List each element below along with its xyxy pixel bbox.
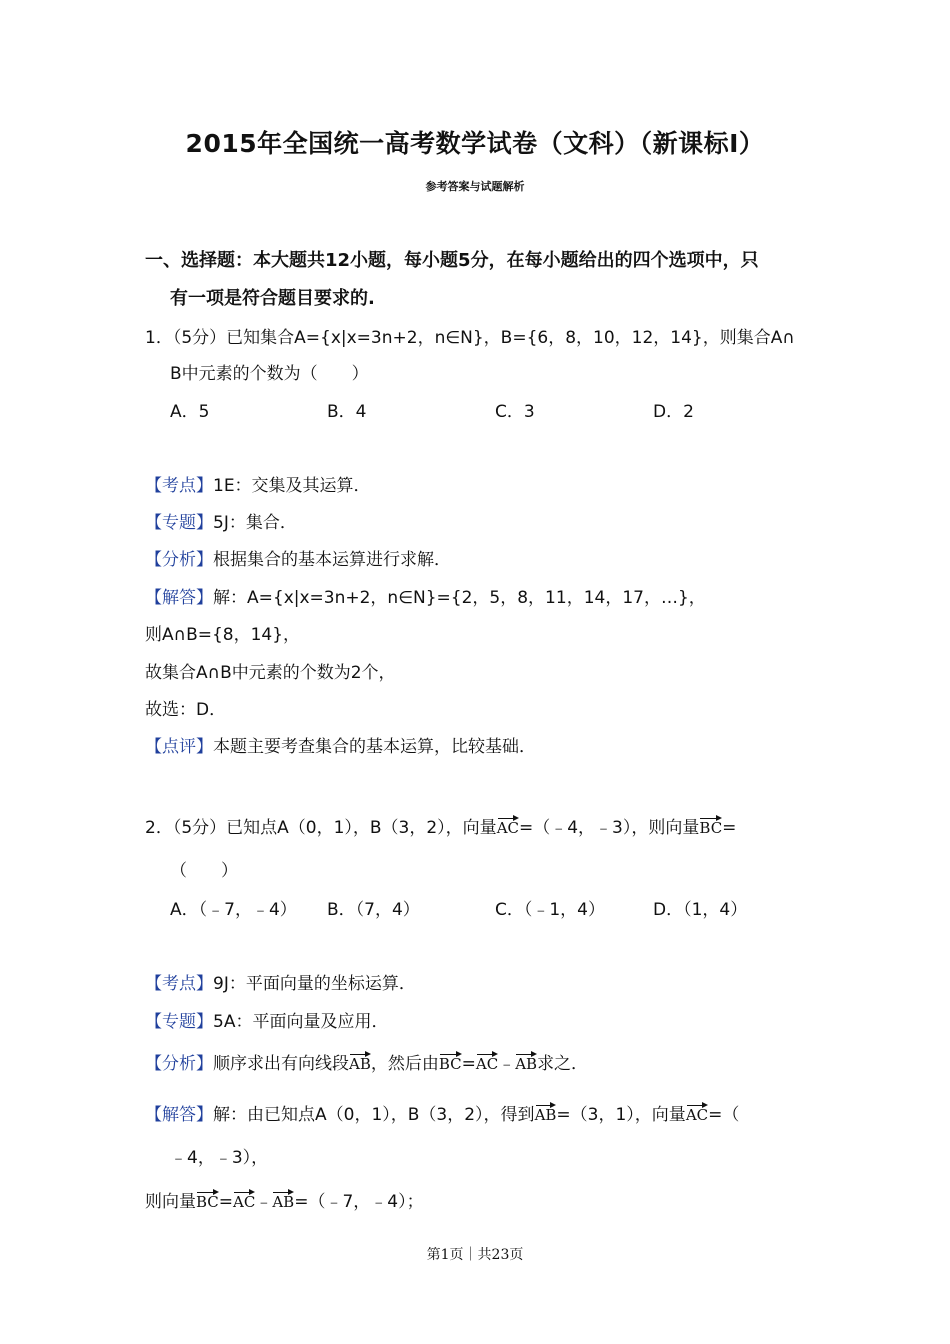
- q1-option-c: C．3: [495, 402, 535, 422]
- q1-zhuanti: [145, 508, 297, 533]
- q2-jieda3-part4: =（﹣7，﹣4）；: [294, 1192, 424, 1212]
- q1-jieda: [145, 583, 706, 608]
- q1-jieda-line3: 故集合A∩B中元素的个数为2个，: [145, 663, 396, 683]
- q1-option-a: A．5: [170, 402, 210, 422]
- vector-bc: BC: [196, 1193, 219, 1211]
- q1-kaodian: [145, 471, 371, 496]
- q1-option-b: B．4: [327, 402, 367, 422]
- q2-stem-part1: 2．（5分）已知点A（0，1），B（3，2），向量: [145, 818, 497, 838]
- q2-fenxi-part5: 求之．: [537, 1054, 589, 1074]
- zhuanti-tag: 【专题】: [145, 1012, 213, 1032]
- q2-stem-part3: =: [722, 818, 737, 838]
- q1-fenxi-text: 根据集合的基本运算进行求解．: [213, 550, 451, 570]
- q2-kaodian: [145, 969, 416, 994]
- q2-jieda-part1: 解：由已知点A（0，1），B（3，2），得到: [213, 1105, 535, 1125]
- vector-ac: AC: [496, 819, 519, 837]
- vector-ac: AC: [685, 1106, 709, 1124]
- page-footer: 第1页｜共23页: [426, 1247, 524, 1263]
- q2-stem-part2: =（﹣4，﹣3），则向量: [519, 818, 700, 838]
- q1-zhuanti-text: 5J：集合．: [213, 513, 297, 533]
- q2-jieda: [145, 1100, 739, 1125]
- fenxi-tag: 【分析】: [145, 1054, 213, 1074]
- vector-ac: AC: [475, 1055, 499, 1073]
- q2-option-d: D．（1，4）: [653, 900, 748, 920]
- q2-jieda-part3: =（: [708, 1105, 740, 1125]
- q1-kaodian-text: 1E：交集及其运算．: [213, 476, 371, 496]
- vector-bc: BC: [438, 1055, 462, 1073]
- q2-jieda-line3: [145, 1187, 424, 1212]
- kaodian-tag: 【考点】: [145, 476, 213, 496]
- q2-fenxi-part4: ﹣: [498, 1054, 516, 1074]
- q2-jieda3-part2: =: [218, 1192, 234, 1212]
- q2-fenxi: [145, 1049, 588, 1074]
- q2-zhuanti-text: 5A：平面向量及应用．: [213, 1012, 389, 1032]
- q1-jieda-line4: 故选：D．: [145, 700, 227, 720]
- jieda-tag: 【解答】: [145, 1105, 213, 1125]
- q1-stem-line2: B中元素的个数为（ ）: [170, 364, 369, 384]
- q2-stem-line2: （ ）: [170, 861, 238, 881]
- q2-option-c: C．（﹣1，4）: [495, 900, 606, 920]
- vector-ac: AC: [233, 1193, 256, 1211]
- zhuanti-tag: 【专题】: [145, 513, 213, 533]
- q2-jieda-part2: =（3，1），向量: [556, 1105, 686, 1125]
- q2-jieda-line2: ﹣4，﹣3），: [170, 1148, 269, 1168]
- q1-option-d: D．2: [653, 402, 694, 422]
- q2-jieda3-part1: 则向量: [145, 1192, 196, 1212]
- q1-dianping: [145, 732, 536, 757]
- q2-kaodian-text: 9J：平面向量的坐标运算．: [213, 974, 416, 994]
- fenxi-tag: 【分析】: [145, 550, 213, 570]
- q1-fenxi: [145, 545, 451, 570]
- q2-jieda3-part3: ﹣: [255, 1192, 273, 1212]
- q2-zhuanti: [145, 1007, 388, 1032]
- q1-jieda-line2: 则A∩B={8，14}，: [145, 625, 301, 645]
- q2-stem-line1: [145, 813, 736, 838]
- q2-option-a: A．（﹣7，﹣4）: [170, 900, 297, 920]
- vector-ab: AB: [272, 1193, 295, 1211]
- kaodian-tag: 【考点】: [145, 974, 213, 994]
- jieda-tag: 【解答】: [145, 588, 213, 608]
- q2-fenxi-part2: ，然后由: [370, 1054, 439, 1074]
- q2-fenxi-part1: 顺序求出有向线段: [213, 1054, 349, 1074]
- vector-ab: AB: [534, 1106, 557, 1124]
- page-title: 2015年全国统一高考数学试卷（文科）（新课标Ⅰ）: [185, 129, 765, 158]
- vector-ab: AB: [515, 1055, 538, 1073]
- vector-ab: AB: [349, 1055, 371, 1073]
- page-subtitle: 参考答案与试题解析: [425, 180, 525, 193]
- q1-stem-line1: 1．（5分）已知集合A={x|x=3n+2，n∈N}，B={6，8，10，12，14}，则集合A∩: [145, 328, 795, 348]
- section-heading-line1: 一、选择题：本大题共12小题，每小题5分，在每小题给出的四个选项中，只: [145, 250, 759, 271]
- q2-option-b: B．（7，4）: [327, 900, 420, 920]
- q1-jieda-text: 解：A={x|x=3n+2，n∈N}={2，5，8，11，14，17，…}，: [213, 588, 706, 608]
- section-heading-line2: 有一项是符合题目要求的.: [170, 288, 375, 309]
- dianping-tag: 【点评】: [145, 737, 213, 757]
- q2-fenxi-part3: =: [461, 1054, 476, 1074]
- vector-bc: BC: [699, 819, 723, 837]
- q1-dianping-text: 本题主要考查集合的基本运算，比较基础．: [213, 737, 536, 757]
